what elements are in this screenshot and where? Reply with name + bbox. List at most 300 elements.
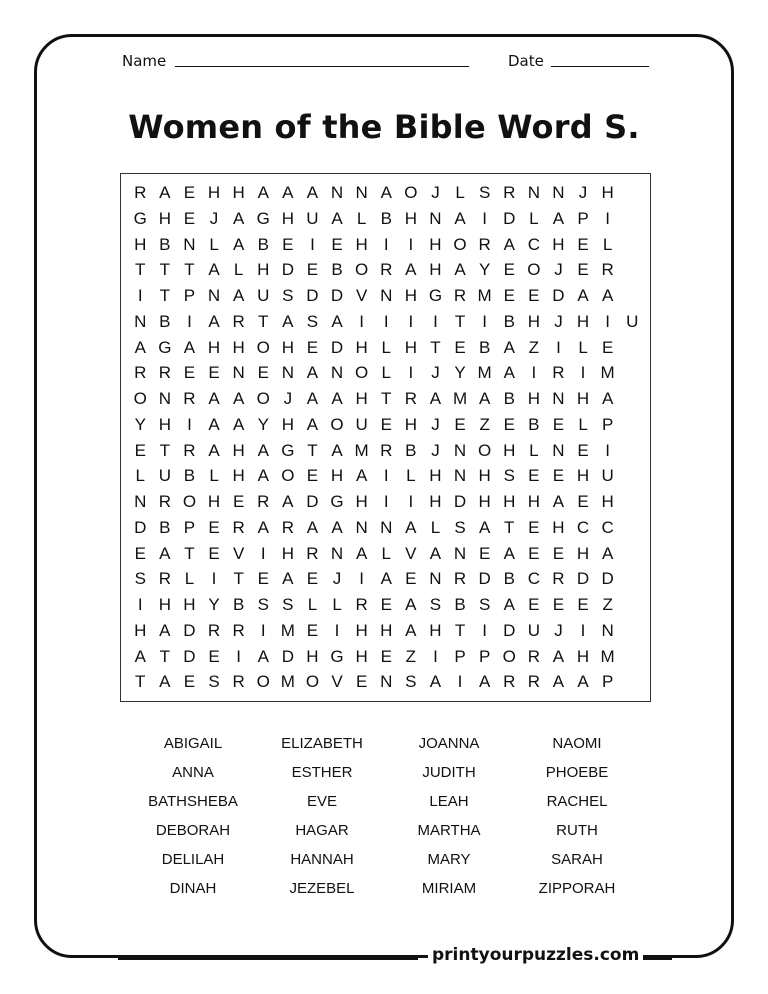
grid-letter[interactable]: E [503,260,515,280]
grid-letter[interactable]: I [433,646,438,666]
grid-letter[interactable]: N [355,183,368,202]
grid-letter[interactable]: H [478,466,491,486]
grid-letter[interactable]: Z [528,337,540,357]
grid-letter[interactable]: G [158,337,172,357]
grid-letter[interactable]: H [232,440,245,460]
grid-letter[interactable]: I [359,311,364,331]
grid-letter[interactable]: I [482,620,487,640]
grid-letter[interactable]: A [159,620,171,640]
grid-letter[interactable]: E [528,286,540,305]
grid-letter[interactable]: L [332,595,342,614]
grid-letter[interactable]: R [478,234,491,254]
grid-letter[interactable]: H [232,337,245,357]
grid-letter[interactable]: E [208,517,220,537]
grid-letter[interactable]: A [208,440,220,460]
grid-letter[interactable]: B [405,440,417,460]
grid-letter[interactable]: D [306,492,319,511]
grid-letter[interactable]: J [578,183,588,202]
grid-letter[interactable]: H [281,414,294,434]
grid-letter[interactable]: E [306,337,319,357]
grid-letter[interactable]: Z [602,595,613,614]
grid-letter[interactable]: S [429,595,442,614]
grid-letter[interactable]: A [208,389,220,408]
grid-letter[interactable]: R [134,183,147,202]
grid-letter[interactable]: L [356,208,367,228]
grid-letter[interactable]: A [257,646,269,666]
grid-letter[interactable]: J [431,363,440,383]
grid-letter[interactable]: J [554,311,563,331]
grid-letter[interactable]: I [260,543,266,563]
grid-letter[interactable]: A [478,672,491,692]
grid-letter[interactable]: E [331,234,343,254]
grid-letter[interactable]: N [380,672,393,692]
grid-letter[interactable]: N [330,543,344,563]
grid-letter[interactable]: U [527,620,540,640]
grid-letter[interactable]: Y [134,414,146,434]
grid-letter[interactable]: H [552,234,565,254]
grid-letter[interactable]: U [355,414,368,434]
grid-letter[interactable]: H [355,646,368,666]
grid-letter[interactable]: H [552,517,565,537]
grid-letter[interactable]: E [183,183,196,202]
grid-letter[interactable]: G [256,208,270,228]
grid-letter[interactable]: N [330,363,344,383]
name-field-line[interactable] [175,66,469,67]
grid-letter[interactable]: E [208,646,220,666]
grid-letter[interactable]: H [429,260,442,280]
grid-letter[interactable]: E [134,440,146,460]
grid-letter[interactable]: D [601,569,614,589]
grid-letter[interactable]: H [158,414,171,434]
grid-letter[interactable]: P [478,646,491,666]
grid-letter[interactable]: E [454,414,466,434]
grid-letter[interactable]: I [605,208,610,228]
grid-letter[interactable]: N [552,440,565,460]
grid-letter[interactable]: E [257,363,269,383]
grid-letter[interactable]: G [330,646,344,666]
grid-letter[interactable]: N [380,286,393,305]
grid-letter[interactable]: A [159,672,171,692]
grid-letter[interactable]: R [453,569,467,589]
grid-letter[interactable]: T [381,389,392,408]
grid-letter[interactable]: P [454,646,466,666]
grid-letter[interactable]: N [552,183,565,202]
grid-letter[interactable]: A [429,672,442,692]
grid-letter[interactable]: B [183,466,196,486]
grid-letter[interactable]: A [331,311,343,331]
grid-letter[interactable]: S [478,595,491,614]
grid-letter[interactable]: E [306,466,319,486]
grid-letter[interactable]: J [209,208,219,228]
grid-letter[interactable]: D [478,569,491,589]
grid-letter[interactable]: A [552,492,565,511]
grid-letter[interactable]: O [133,389,147,408]
grid-letter[interactable]: H [601,183,614,202]
grid-letter[interactable]: I [580,620,586,640]
grid-letter[interactable]: S [134,569,146,589]
grid-letter[interactable]: M [280,620,295,640]
grid-letter[interactable]: H [404,286,417,305]
grid-letter[interactable]: B [454,595,466,614]
grid-letter[interactable]: H [404,208,417,228]
grid-letter[interactable]: T [307,440,318,460]
grid-letter[interactable]: O [256,672,270,692]
grid-letter[interactable]: H [158,208,171,228]
grid-letter[interactable]: L [381,363,391,383]
grid-letter[interactable]: I [236,646,241,666]
grid-letter[interactable]: S [208,672,220,692]
grid-letter[interactable]: E [577,440,589,460]
grid-letter[interactable]: A [282,311,294,331]
grid-letter[interactable]: J [431,183,440,202]
grid-letter[interactable]: Y [454,363,466,383]
grid-letter[interactable]: H [207,337,221,357]
grid-letter[interactable]: H [232,183,245,202]
grid-letter[interactable]: H [158,595,171,614]
grid-letter[interactable]: A [478,389,491,408]
grid-letter[interactable]: H [429,234,442,254]
grid-letter[interactable]: S [454,517,466,537]
grid-letter[interactable]: E [232,492,245,511]
grid-letter[interactable]: E [552,543,565,563]
grid-letter[interactable]: M [354,440,369,460]
grid-letter[interactable]: A [257,440,269,460]
grid-letter[interactable]: D [281,260,294,280]
grid-letter[interactable]: D [503,620,516,640]
grid-letter[interactable]: L [381,337,391,357]
grid-letter[interactable]: R [257,492,270,511]
grid-letter[interactable]: E [528,466,540,486]
grid-letter[interactable]: T [258,311,269,331]
grid-letter[interactable]: H [429,620,442,640]
grid-letter[interactable]: R [601,260,614,280]
grid-letter[interactable]: I [137,286,143,305]
grid-letter[interactable]: I [556,337,561,357]
grid-letter[interactable]: P [601,672,614,692]
grid-letter[interactable]: T [454,620,466,640]
grid-letter[interactable]: N [429,208,442,228]
grid-letter[interactable]: R [281,517,294,537]
grid-letter[interactable]: H [601,492,614,511]
grid-letter[interactable]: H [429,492,442,511]
grid-letter[interactable]: L [307,595,318,614]
grid-letter[interactable]: U [257,286,270,305]
grid-letter[interactable]: R [355,595,368,614]
grid-letter[interactable]: A [232,286,245,305]
grid-letter[interactable]: I [580,363,586,383]
grid-letter[interactable]: B [503,311,515,331]
grid-letter[interactable]: A [331,517,343,537]
grid-letter[interactable]: V [232,543,245,563]
grid-letter[interactable]: R [232,672,245,692]
grid-letter[interactable]: E [552,595,565,614]
grid-letter[interactable]: U [158,466,171,486]
grid-letter[interactable]: E [380,414,392,434]
grid-letter[interactable]: N [330,183,344,202]
grid-letter[interactable]: A [282,183,294,202]
grid-letter[interactable]: U [306,208,319,228]
grid-letter[interactable]: D [330,337,344,357]
grid-letter[interactable]: H [355,234,368,254]
grid-letter[interactable]: A [503,595,515,614]
grid-letter[interactable]: N [281,363,294,383]
grid-letter[interactable]: R [527,672,540,692]
grid-letter[interactable]: J [431,414,440,434]
grid-letter[interactable]: L [233,260,244,280]
grid-letter[interactable]: A [552,672,565,692]
grid-letter[interactable]: L [529,440,539,460]
grid-letter[interactable]: A [306,183,319,202]
grid-letter[interactable]: P [577,208,589,228]
grid-letter[interactable]: Y [257,414,269,434]
grid-letter[interactable]: A [306,517,319,537]
grid-letter[interactable]: H [207,492,221,511]
grid-letter[interactable]: R [158,569,171,589]
grid-letter[interactable]: D [183,646,196,666]
grid-letter[interactable]: A [429,543,442,563]
grid-letter[interactable]: N [453,543,467,563]
grid-letter[interactable]: U [601,466,614,486]
grid-letter[interactable]: Y [478,260,491,280]
grid-letter[interactable]: A [159,183,171,202]
grid-letter[interactable]: R [232,311,245,331]
grid-letter[interactable]: E [183,363,196,383]
grid-letter[interactable]: E [552,466,565,486]
grid-letter[interactable]: I [137,595,143,614]
grid-letter[interactable]: A [306,389,319,408]
grid-letter[interactable]: O [404,183,418,202]
grid-letter[interactable]: E [503,414,515,434]
grid-letter[interactable]: G [330,492,344,511]
grid-letter[interactable]: L [455,183,465,202]
grid-letter[interactable]: E [282,234,294,254]
grid-letter[interactable]: E [503,286,515,305]
grid-letter[interactable]: C [527,234,540,254]
grid-letter[interactable]: O [256,389,270,408]
grid-letter[interactable]: M [452,389,468,408]
grid-letter[interactable]: O [256,337,270,357]
grid-letter[interactable]: D [453,492,467,511]
grid-letter[interactable]: H [355,492,368,511]
grid-letter[interactable]: P [601,414,614,434]
grid-letter[interactable]: E [528,517,540,537]
grid-letter[interactable]: A [208,260,220,280]
grid-letter[interactable]: A [503,543,515,563]
grid-letter[interactable]: A [552,208,565,228]
grid-letter[interactable]: A [232,389,245,408]
grid-letter[interactable]: G [428,286,443,305]
grid-letter[interactable]: H [404,414,417,434]
grid-letter[interactable]: O [502,646,516,666]
grid-letter[interactable]: M [280,672,295,692]
grid-letter[interactable]: A [552,646,565,666]
grid-letter[interactable]: I [408,492,414,511]
grid-letter[interactable]: L [184,569,195,589]
grid-letter[interactable]: H [306,646,319,666]
grid-letter[interactable]: H [503,492,516,511]
grid-letter[interactable]: N [355,517,368,537]
grid-letter[interactable]: D [552,286,565,305]
grid-letter[interactable]: O [453,234,467,254]
grid-letter[interactable]: O [305,672,320,692]
grid-letter[interactable]: I [433,311,438,331]
grid-letter[interactable]: O [355,260,369,280]
grid-letter[interactable]: N [453,466,467,486]
grid-letter[interactable]: O [478,440,492,460]
grid-letter[interactable]: N [601,620,614,640]
grid-letter[interactable]: N [380,517,393,537]
grid-letter[interactable]: T [504,517,515,537]
grid-letter[interactable]: I [408,363,414,383]
grid-letter[interactable]: I [408,311,414,331]
grid-letter[interactable]: H [527,492,540,511]
grid-letter[interactable]: B [159,517,171,537]
grid-letter[interactable]: L [529,208,539,228]
grid-letter[interactable]: N [158,389,171,408]
grid-letter[interactable]: H [527,389,540,408]
grid-letter[interactable]: L [381,543,391,563]
grid-letter[interactable]: I [408,234,414,254]
grid-letter[interactable]: R [232,620,245,640]
grid-letter[interactable]: T [135,260,146,280]
date-field-line[interactable] [551,66,649,67]
grid-letter[interactable]: A [331,389,343,408]
grid-letter[interactable]: N [552,389,565,408]
grid-letter[interactable]: H [503,440,516,460]
grid-letter[interactable]: D [281,646,294,666]
grid-letter[interactable]: I [260,620,266,640]
grid-letter[interactable]: A [159,543,171,563]
grid-letter[interactable]: J [332,569,342,589]
grid-letter[interactable]: L [406,466,416,486]
grid-letter[interactable]: E [306,620,319,640]
grid-letter[interactable]: A [405,620,417,640]
grid-letter[interactable]: O [281,466,295,486]
grid-letter[interactable]: I [334,620,340,640]
grid-letter[interactable]: A [257,466,269,486]
grid-letter[interactable]: J [554,260,563,280]
grid-letter[interactable]: A [232,234,245,254]
grid-letter[interactable]: T [159,260,171,280]
grid-letter[interactable]: R [183,389,196,408]
grid-letter[interactable]: I [457,672,463,692]
grid-letter[interactable]: E [183,672,196,692]
grid-letter[interactable]: I [482,311,487,331]
grid-letter[interactable]: R [552,363,565,383]
grid-letter[interactable]: I [383,492,389,511]
grid-letter[interactable]: B [478,337,491,357]
grid-letter[interactable]: O [182,492,197,511]
grid-letter[interactable]: I [482,208,487,228]
grid-letter[interactable]: C [576,517,590,537]
grid-letter[interactable]: A [355,466,368,486]
grid-letter[interactable]: H [576,543,590,563]
grid-letter[interactable]: H [232,466,245,486]
grid-letter[interactable]: U [626,311,639,331]
grid-letter[interactable]: R [380,260,393,280]
grid-letter[interactable]: H [281,337,294,357]
grid-letter[interactable]: C [527,569,540,589]
grid-letter[interactable]: S [503,466,515,486]
grid-letter[interactable]: N [183,234,196,254]
grid-letter[interactable]: H [355,337,368,357]
grid-letter[interactable]: L [602,234,613,254]
grid-letter[interactable]: R [134,363,147,383]
grid-letter[interactable]: O [330,414,344,434]
grid-letter[interactable]: H [257,260,270,280]
grid-letter[interactable]: O [527,260,541,280]
grid-letter[interactable]: A [282,492,294,511]
grid-letter[interactable]: M [477,286,492,305]
grid-letter[interactable]: T [159,646,171,666]
grid-letter[interactable]: S [478,183,491,202]
grid-letter[interactable]: T [184,543,195,563]
grid-letter[interactable]: T [233,569,244,589]
grid-letter[interactable]: I [211,569,217,589]
grid-letter[interactable]: I [310,234,315,254]
grid-letter[interactable]: A [331,208,343,228]
grid-letter[interactable]: E [454,337,466,357]
grid-letter[interactable]: H [429,466,442,486]
grid-letter[interactable]: H [330,466,344,486]
grid-letter[interactable]: A [232,414,245,434]
grid-letter[interactable]: E [380,646,392,666]
grid-letter[interactable]: B [503,569,515,589]
grid-letter[interactable]: H [478,492,491,511]
grid-letter[interactable]: S [405,672,417,692]
grid-letter[interactable]: Y [208,595,220,614]
grid-letter[interactable]: E [208,363,220,383]
grid-letter[interactable]: E [208,543,220,563]
grid-letter[interactable]: L [209,466,219,486]
grid-letter[interactable]: D [330,286,344,305]
grid-letter[interactable]: R [380,440,393,460]
grid-letter[interactable]: I [383,234,389,254]
grid-letter[interactable]: I [187,414,192,434]
grid-letter[interactable]: T [454,311,466,331]
grid-letter[interactable]: A [601,543,614,563]
grid-letter[interactable]: B [232,595,245,614]
grid-letter[interactable]: E [552,414,565,434]
grid-letter[interactable]: A [454,260,466,280]
grid-letter[interactable]: A [380,183,392,202]
grid-letter[interactable]: I [531,363,537,383]
grid-letter[interactable]: A [331,440,343,460]
grid-letter[interactable]: B [159,311,171,331]
grid-letter[interactable]: N [232,363,245,383]
grid-letter[interactable]: E [183,208,196,228]
grid-letter[interactable]: E [380,595,392,614]
grid-letter[interactable]: L [578,414,588,434]
grid-letter[interactable]: H [134,234,147,254]
grid-letter[interactable]: A [405,260,417,280]
grid-letter[interactable]: A [306,363,319,383]
grid-letter[interactable]: I [383,466,389,486]
grid-letter[interactable]: A [503,234,515,254]
grid-letter[interactable]: N [207,286,221,305]
grid-letter[interactable]: H [183,595,196,614]
grid-letter[interactable]: A [601,286,614,305]
grid-letter[interactable]: H [576,389,590,408]
grid-letter[interactable]: R [527,646,540,666]
grid-letter[interactable]: Z [405,646,417,666]
grid-letter[interactable]: E [134,543,146,563]
grid-letter[interactable]: S [257,595,269,614]
grid-letter[interactable]: V [331,672,343,692]
grid-letter[interactable]: E [355,672,368,692]
grid-letter[interactable]: A [232,208,245,228]
grid-letter[interactable]: E [577,492,589,511]
